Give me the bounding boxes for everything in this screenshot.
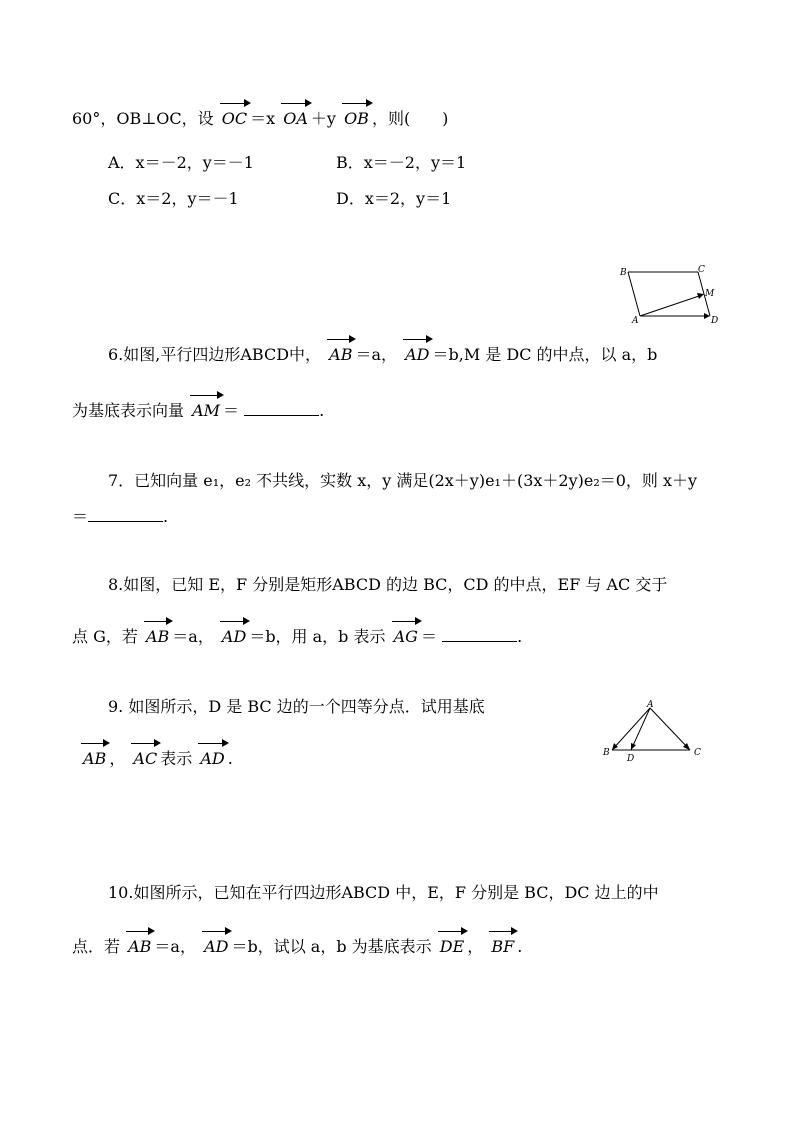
label-c: C (698, 265, 705, 275)
q7-prefix: ＝ (72, 507, 89, 526)
q9-part: 表示 (160, 749, 193, 768)
q5-option-c: C．x＝2，y＝－1 (108, 189, 239, 208)
q6-end: . (319, 401, 325, 420)
q5-option-d: D．x＝2，y＝1 (336, 189, 452, 208)
q6-part4: 为基底表示向量 (72, 401, 185, 420)
q10-line1: 10.如图所示，已知在平行四边形ABCD 中，E，F 分别是 BC，DC 边上的中 (108, 883, 659, 902)
q5-stem-text: OB⊥OC，设 (116, 109, 214, 128)
vector-oa: OA (280, 108, 311, 130)
q10-line2 (72, 928, 522, 958)
q6-part5: ＝ (223, 401, 240, 420)
arrow-ad (631, 743, 636, 750)
vector-de: DE (437, 936, 468, 958)
q7-line2 (72, 506, 168, 528)
label-d: D (627, 754, 635, 764)
edge-ba (628, 272, 640, 316)
vector-ab: AB (80, 748, 109, 770)
q10-part1: 点．若 (72, 937, 121, 956)
vector-am: AM (189, 400, 223, 422)
q5-plus-y: ＋y (310, 109, 336, 128)
q10-part2: ＝a， (154, 937, 196, 956)
edge-ac (650, 708, 690, 750)
vector-bf: BF (488, 936, 517, 958)
q6-answer-blank[interactable] (244, 401, 319, 416)
q7-line1: 7．已知向量 e₁，e₂ 不共线，实数 x，y 满足(2x＋y)e₁＋(3x＋2y)e₂＝0，则 x＋y (108, 471, 698, 490)
label-b: B (603, 748, 610, 758)
label-a: A (632, 316, 639, 326)
q9-end: . (227, 749, 233, 768)
q8-line1: 8.如图，已知 E，F 分别是矩形ABCD 的边 BC，CD 的中点，EF 与 AC 交于 (108, 575, 668, 594)
q8-part2: ＝a， (172, 627, 214, 646)
vector-ac: AC (130, 748, 160, 770)
vector-ad: AD (197, 748, 227, 770)
vector-ag: AG (391, 626, 421, 648)
q8-part3: ＝b，用 a，b 表示 (249, 627, 386, 646)
q6-part2: ＝a， (355, 345, 397, 364)
q9-triangle-figure (598, 698, 710, 764)
vector-ob: OB (341, 108, 372, 130)
q5-stem-end: ，则( ) (371, 109, 449, 128)
q9-line1: 9. 如图所示，D 是 BC 边的一个四等分点．试用基底 (108, 697, 485, 716)
q6-line2 (72, 392, 324, 422)
label-d: D (711, 316, 719, 326)
q6-line1 (108, 336, 657, 366)
vector-ab: AB (143, 626, 172, 648)
q6-part1: 6.如图,平行四边形ABCD中， (108, 345, 322, 364)
arrow-am (697, 293, 704, 299)
q9-sep: ， (109, 749, 126, 768)
label-m: M (705, 289, 715, 299)
vector-ad: AD (402, 344, 432, 366)
q7-answer-blank[interactable] (88, 507, 163, 522)
vector-ad: AD (219, 626, 249, 648)
q5-option-b: B．x＝－2，y＝1 (336, 153, 467, 172)
q10-sep: ， (467, 937, 484, 956)
q10-part3: ＝b，试以 a，b 为基底表示 (231, 937, 432, 956)
vector-oc: OC (219, 108, 250, 130)
q8-part4: ＝ (420, 627, 437, 646)
q8-end: . (517, 627, 523, 646)
vector-ab: AB (326, 344, 355, 366)
q10-end: . (517, 937, 523, 956)
edge-ad (631, 708, 650, 750)
label-c: C (694, 748, 701, 758)
q5-stem-prefix: 60°， (72, 109, 117, 128)
label-a: A (647, 700, 654, 710)
label-b: B (620, 268, 627, 278)
q5-option-a: A．x＝－2，y＝－1 (108, 153, 254, 172)
edge-am (640, 295, 702, 316)
q8-line2 (72, 618, 522, 648)
q8-part1: 点 G，若 (72, 627, 138, 646)
q8-answer-blank[interactable] (442, 627, 517, 642)
vector-ad: AD (201, 936, 231, 958)
vector-ab: AB (125, 936, 154, 958)
q6-part3: ＝b,M 是 DC 的中点，以 a，b (432, 345, 658, 364)
q5-stem (72, 100, 448, 130)
q7-end: . (163, 507, 169, 526)
q9-line2 (80, 740, 233, 770)
q5-eq-x: ＝x (250, 109, 276, 128)
q6-parallelogram-figure (612, 262, 727, 326)
